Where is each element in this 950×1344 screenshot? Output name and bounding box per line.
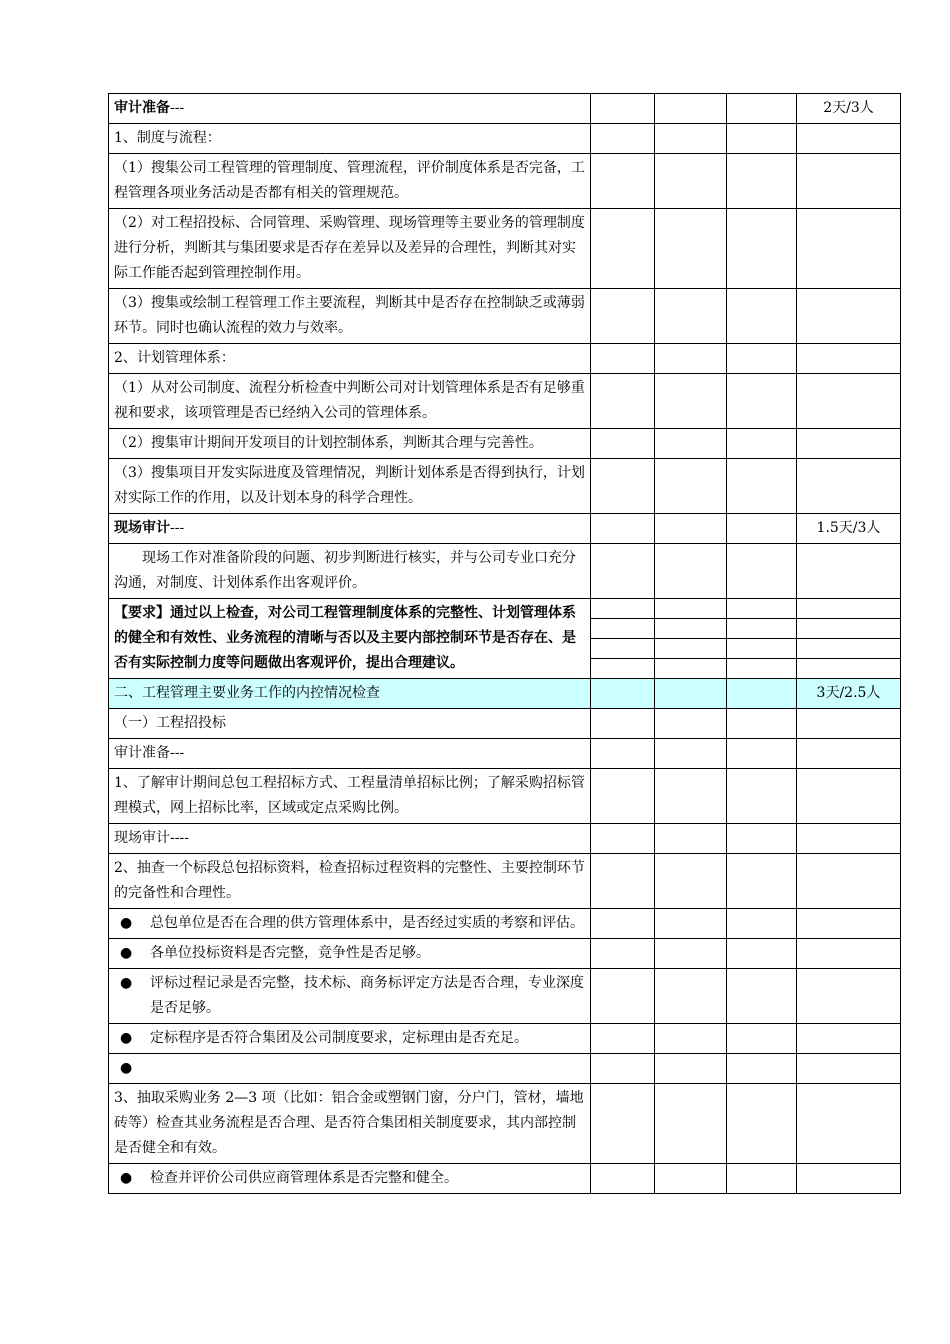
bullet-item-2: 各单位投标资料是否完整，竞争性是否足够。 bbox=[150, 945, 430, 961]
table-row bbox=[109, 544, 901, 599]
bullet-icon: ● bbox=[120, 1030, 133, 1046]
table-row bbox=[109, 969, 901, 1024]
table-row bbox=[109, 459, 901, 514]
table-row bbox=[109, 514, 901, 544]
system-title: 1、制度与流程： bbox=[109, 124, 591, 154]
table-row bbox=[109, 374, 901, 429]
site-days: 1.5天/3人 bbox=[797, 514, 901, 544]
plan-title: 2、计划管理体系： bbox=[109, 344, 591, 374]
section-2-days: 3天/2.5人 bbox=[797, 679, 901, 709]
site-header-suffix: --- bbox=[170, 520, 185, 536]
table-row bbox=[109, 854, 901, 909]
plan-item-1: （1）从对公司制度、流程分析检查中判断公司对计划管理体系是否有足够重视和要求，该项管理是否已经纳入公司的管理体系。 bbox=[109, 374, 591, 429]
bullet-icon: ● bbox=[120, 945, 133, 961]
bullet-icon: ● bbox=[120, 975, 133, 991]
site-2-label: 现场审计---- bbox=[109, 824, 591, 854]
system-item-3: （3）搜集或绘制工程管理工作主要流程，判断其中是否存在控制缺乏或薄弱环节。同时也确认流程的效力与效率。 bbox=[109, 289, 591, 344]
table-row bbox=[109, 769, 901, 824]
plan-item-2: （2）搜集审计期间开发项目的计划控制体系，判断其合理与完善性。 bbox=[109, 429, 591, 459]
table-row bbox=[109, 94, 901, 124]
prep-2-label: 审计准备--- bbox=[109, 739, 591, 769]
bullet-item-3: 评标过程记录是否完整，技术标、商务标评定方法是否合理，专业深度是否足够。 bbox=[150, 975, 584, 1016]
bullet-item-6: 检查并评价公司供应商管理体系是否完整和健全。 bbox=[150, 1170, 458, 1186]
table-row bbox=[109, 824, 901, 854]
bid-item-1: 1、了解审计期间总包工程招标方式、工程量清单招标比例；了解采购招标管理模式，网上招标比率，区域或定点采购比例。 bbox=[109, 769, 591, 824]
system-item-1: （1）搜集公司工程管理的管理制度、管理流程，评价制度体系是否完备，工程管理各项业务活动是否都有相关的管理规范。 bbox=[109, 154, 591, 209]
table-row bbox=[109, 909, 901, 939]
table-row bbox=[109, 1054, 901, 1084]
table-row bbox=[109, 679, 901, 709]
table-row bbox=[109, 599, 901, 619]
bid-item-3: 3、抽取采购业务 2—3 项（比如：铝合金或塑钢门窗，分户门，管材，墙地砖等）检查其业务流程是否合理、是否符合集团相关制度要求，其内部控制是否健全和有效。 bbox=[109, 1084, 591, 1164]
table-row bbox=[109, 709, 901, 739]
bullet-icon: ● bbox=[120, 915, 133, 931]
audit-program-table bbox=[108, 93, 901, 1194]
site-item-1: 现场工作对准备阶段的问题、初步判断进行核实，并与公司专业口充分沟通，对制度、计划体系作出客观评价。 bbox=[109, 544, 591, 599]
prep-days: 2天/3人 bbox=[797, 94, 901, 124]
prep-header-suffix: --- bbox=[170, 100, 185, 116]
bullet-item-4: 定标程序是否符合集团及公司制度要求，定标理由是否充足。 bbox=[150, 1030, 528, 1046]
table-row bbox=[109, 344, 901, 374]
table-row bbox=[109, 124, 901, 154]
bullet-icon: ● bbox=[120, 1170, 133, 1186]
prep-header-cell bbox=[109, 94, 591, 124]
bullet-icon: ● bbox=[120, 1060, 133, 1076]
site-header-cell bbox=[109, 514, 591, 544]
bid-item-2: 2、抽查一个标段总包招标资料，检查招标过程资料的完整性、主要控制环节的完备性和合理性。 bbox=[109, 854, 591, 909]
table-row bbox=[109, 1084, 901, 1164]
site-header-label: 现场审计 bbox=[114, 520, 170, 536]
prep-header-label: 审计准备 bbox=[114, 100, 170, 116]
table-row bbox=[109, 154, 901, 209]
system-item-2: （2）对工程招投标、合同管理、采购管理、现场管理等主要业务的管理制度进行分析，判断其与集团要求是否存在差异以及差异的合理性，判断其对实际工作能否起到管理控制作用。 bbox=[109, 209, 591, 289]
table-row bbox=[109, 939, 901, 969]
table-row bbox=[109, 739, 901, 769]
subsection-title: （一）工程招投标 bbox=[109, 709, 591, 739]
section-2-header: 二、工程管理主要业务工作的内控情况检查 bbox=[109, 679, 591, 709]
bullet-item-1: 总包单位是否在合理的供方管理体系中，是否经过实质的考察和评估。 bbox=[150, 915, 584, 931]
table-row bbox=[109, 1024, 901, 1054]
table-row bbox=[109, 289, 901, 344]
table-row bbox=[109, 1164, 901, 1194]
table-row bbox=[109, 209, 901, 289]
table-row bbox=[109, 429, 901, 459]
requirement-text: 【要求】通过以上检查，对公司工程管理制度体系的完整性、计划管理体系的健全和有效性、业务流程的清晰与否以及主要内部控制环节是否存在、是否有实际控制力度等问题做出客观评价，提出合理建议。 bbox=[109, 599, 591, 679]
plan-item-3: （3）搜集项目开发实际进度及管理情况，判断计划体系是否得到执行，计划对实际工作的作用，以及计划本身的科学合理性。 bbox=[109, 459, 591, 514]
